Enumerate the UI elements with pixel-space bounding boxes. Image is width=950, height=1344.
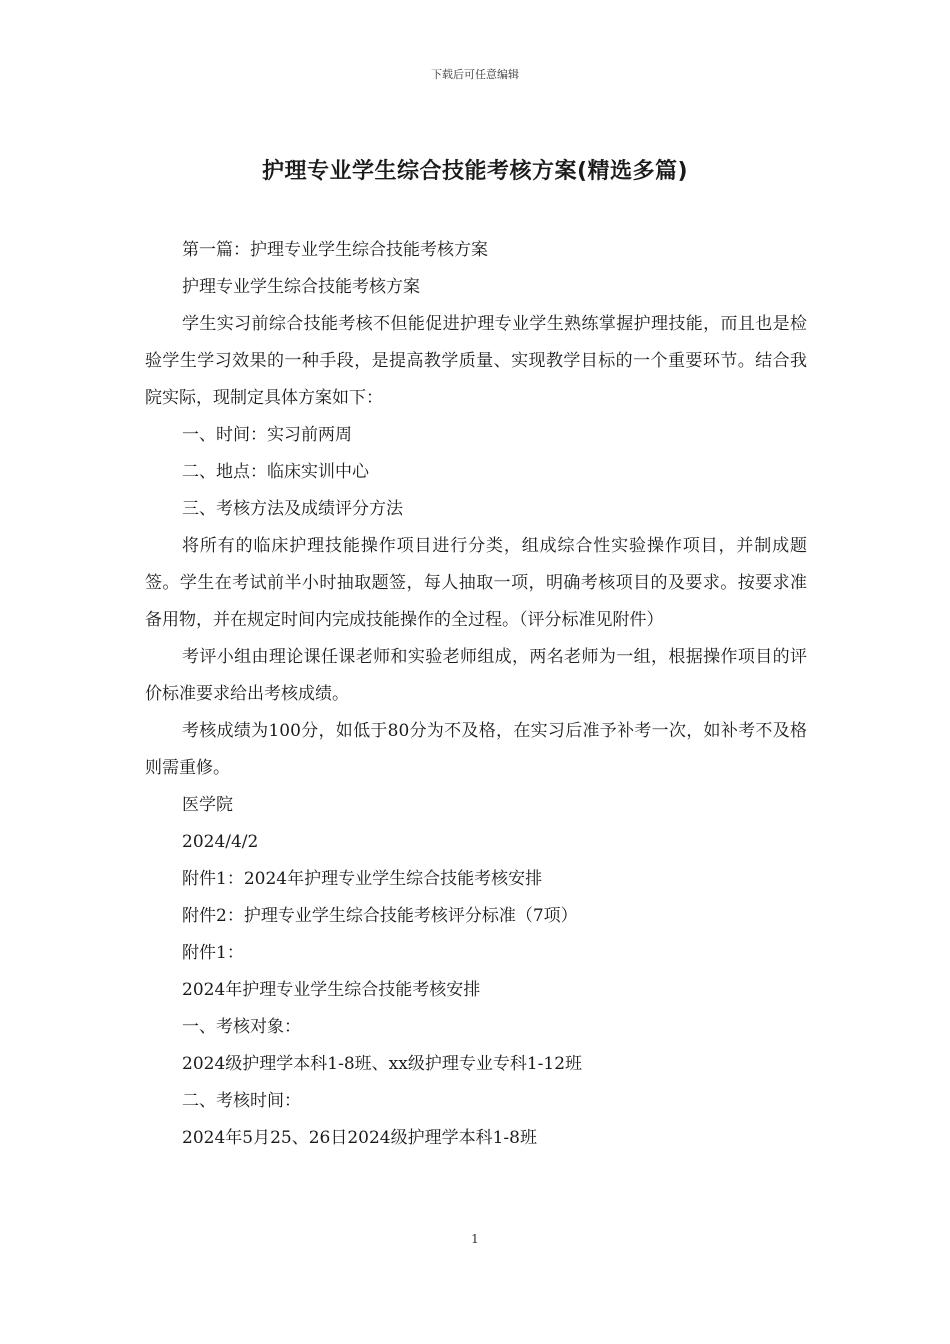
paragraph-attachment-2: 附件2：护理专业学生综合技能考核评分标准（7项） bbox=[182, 906, 578, 926]
paragraph-time: 一、时间：实习前两周 bbox=[182, 425, 352, 445]
paragraph-attachment-1: 附件1：2024年护理专业学生综合技能考核安排 bbox=[182, 869, 543, 889]
paragraph-exam-time-detail: 2024年5月25、26日2024级护理学本科1-8班 bbox=[182, 1128, 537, 1148]
paragraph-plan-title: 护理专业学生综合技能考核方案 bbox=[182, 277, 420, 297]
paragraph-section-heading: 第一篇：护理专业学生综合技能考核方案 bbox=[182, 240, 488, 260]
paragraph-exam-time-heading: 二、考核时间： bbox=[182, 1091, 301, 1111]
document-title: 护理专业学生综合技能考核方案(精选多篇) bbox=[261, 159, 689, 184]
document-body bbox=[145, 232, 807, 1157]
paragraph-method-detail: 将所有的临床护理技能操作项目进行分类，组成综合性实验操作项目，并制成题签。学生在考试前半小时抽取题签，每人抽取一项，明确考核项目的及要求。按要求准备用物，并在规定时间内完成技能操作的全过程。（评分标准见附件） bbox=[145, 536, 807, 630]
paragraph-signature-date: 2024/4/2 bbox=[182, 832, 259, 852]
paragraph-method-heading: 三、考核方法及成绩评分方法 bbox=[182, 499, 403, 519]
paragraph-examiners: 考评小组由理论课任课老师和实验老师组成，两名老师为一组，根据操作项目的评价标准要求给出考核成绩。 bbox=[145, 647, 807, 704]
paragraph-scoring: 考核成绩为100分，如低于80分为不及格，在实习后准予补考一次，如补考不及格则需重修。 bbox=[145, 721, 807, 778]
paragraph-location: 二、地点：临床实训中心 bbox=[182, 462, 369, 482]
page-header-note: 下载后可任意编辑 bbox=[431, 68, 519, 81]
paragraph-schedule-title: 2024年护理专业学生综合技能考核安排 bbox=[182, 980, 481, 1000]
paragraph-signature-org: 医学院 bbox=[182, 795, 233, 815]
paragraph-attachment-1-heading: 附件1： bbox=[182, 943, 244, 963]
paragraph-target-heading: 一、考核对象： bbox=[182, 1017, 301, 1037]
paragraph-intro: 学生实习前综合技能考核不但能促进护理专业学生熟练掌握护理技能，而且也是检验学生学习效果的一种手段，是提高教学质量、实现教学目标的一个重要环节。结合我院实际，现制定具体方案如下： bbox=[145, 314, 807, 408]
paragraph-target-detail: 2024级护理学本科1-8班、xx级护理专业专科1-12班 bbox=[182, 1054, 583, 1074]
page-number: 1 bbox=[471, 1232, 479, 1246]
